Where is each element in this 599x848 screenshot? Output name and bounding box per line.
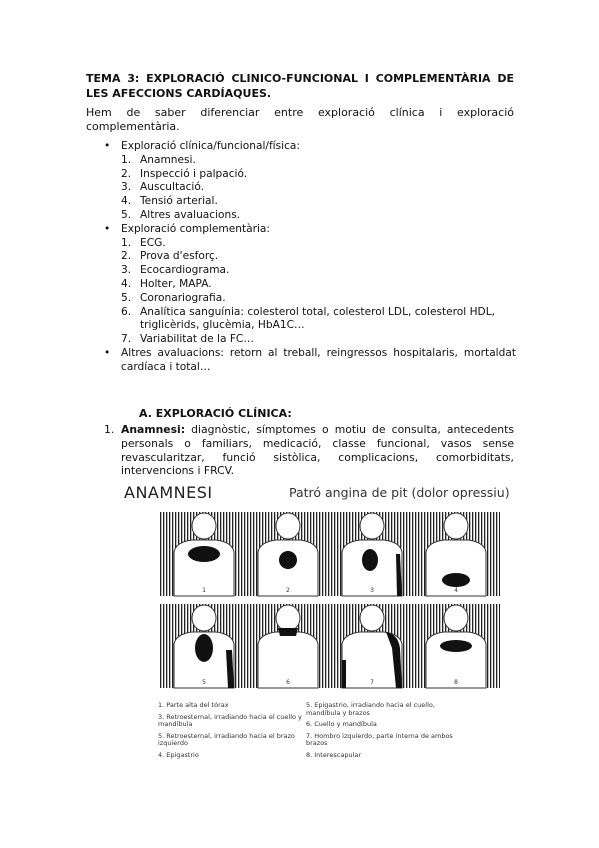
anamnesi-item bbox=[104, 423, 514, 478]
legend-entry: 8. Interescapular bbox=[306, 750, 362, 759]
list-item: 1. Anamnesi. bbox=[121, 153, 196, 166]
item-number: 1. bbox=[104, 423, 115, 436]
item-description: diagnòstic, símptomes o motiu de consulta, antecedents personals o familiars, medicació, classe funcional, vasos sense revascularitzar, funció sistòlica, complicacions, comorbiditats, intervencions i FRCV. bbox=[121, 423, 514, 478]
legend-entry: 5. Retroesternal, irradiando hacia el brazo izquierdo bbox=[158, 731, 295, 747]
item-text bbox=[121, 423, 514, 478]
panel-number: 4 bbox=[454, 587, 458, 594]
list-item: 7. Variabilitat de la FC… bbox=[121, 333, 254, 346]
bullet-icon: • bbox=[104, 222, 111, 235]
intro-paragraph: Hem de saber diferenciar entre exploració clínica i exploració complementària. bbox=[86, 106, 514, 133]
list-item: 2. Prova d'esforç. bbox=[121, 250, 219, 263]
body-pain-diagram bbox=[160, 510, 500, 698]
legend-entry: 6. Cuello y mandíbula bbox=[306, 720, 377, 728]
legend-entry: 7. Hombro izquierdo, parte interna de ambos brazos bbox=[306, 731, 453, 747]
bullet-label: Altres avaluacions: retorn al treball, reingressos hospitalaris, mortaldat cardíaca i total… bbox=[121, 346, 516, 373]
panel-number: 2 bbox=[286, 587, 290, 594]
complementary-sublist bbox=[121, 237, 516, 347]
list-item: 3. Auscultació. bbox=[121, 181, 205, 194]
list-item: 5. Coronariografia. bbox=[121, 291, 226, 304]
list-item: 3. Ecocardiograma. bbox=[121, 264, 230, 277]
document-title: TEMA 3: EXPLORACIÓ CLINICO-FUNCIONAL I COMPLEMENTÀRIA DE LES AFECCIONS CARDÍAQUES. bbox=[86, 72, 514, 100]
section-heading: A. EXPLORACIÓ CLÍNICA: bbox=[139, 407, 292, 420]
exploration-list bbox=[86, 140, 516, 375]
item-bold-label: Anamnesi: bbox=[121, 423, 186, 436]
panel-number: 3 bbox=[370, 587, 374, 594]
bullet-label: Exploració clínica/funcional/física: bbox=[121, 140, 300, 152]
panel-number: 7 bbox=[370, 679, 374, 686]
panel-number: 6 bbox=[286, 679, 290, 686]
list-item: 4. Tensió arterial. bbox=[121, 195, 218, 208]
list-item: 5. Altres avaluacions. bbox=[121, 208, 241, 221]
bullet-other bbox=[86, 347, 516, 375]
list-item: 6. Analítica sanguínia: colesterol total, colesterol LDL, colesterol HDL, triglicèrids, glucèmia, HbA1C… bbox=[121, 305, 495, 332]
legend-entry: 4. Epigastrio bbox=[158, 750, 199, 759]
bullet-icon: • bbox=[104, 140, 111, 152]
list-item: 1. ECG. bbox=[121, 236, 166, 249]
bullet-clinical bbox=[86, 140, 516, 223]
clinical-sublist bbox=[121, 154, 516, 223]
panel-number: 8 bbox=[454, 679, 458, 686]
legend-entry: 3. Retroesternal, irradiando hacia el cuello y mandíbula bbox=[158, 712, 302, 728]
bullet-icon: • bbox=[104, 346, 111, 359]
list-item: 4. Holter, MAPA. bbox=[121, 277, 212, 290]
legend-entry: 1. Parte alta del tórax bbox=[158, 701, 229, 709]
bullet-complementary bbox=[86, 223, 516, 347]
panel-number: 5 bbox=[202, 679, 206, 686]
panel-number: 1 bbox=[202, 587, 206, 594]
legend-column-left bbox=[158, 702, 318, 763]
angina-figure bbox=[112, 480, 514, 770]
legend-column-right bbox=[306, 702, 466, 763]
figure-title-right: Patró angina de pit (dolor opressiu) bbox=[289, 485, 510, 500]
list-item: 2. Inspecció i palpació. bbox=[121, 167, 248, 180]
figure-title-left: ANAMNESI bbox=[124, 483, 213, 502]
bullet-label: Exploració complementària: bbox=[121, 222, 270, 235]
legend-entry: 5. Epigastrio, irradiando hacia el cuello, mandíbula y brazos bbox=[306, 701, 435, 717]
